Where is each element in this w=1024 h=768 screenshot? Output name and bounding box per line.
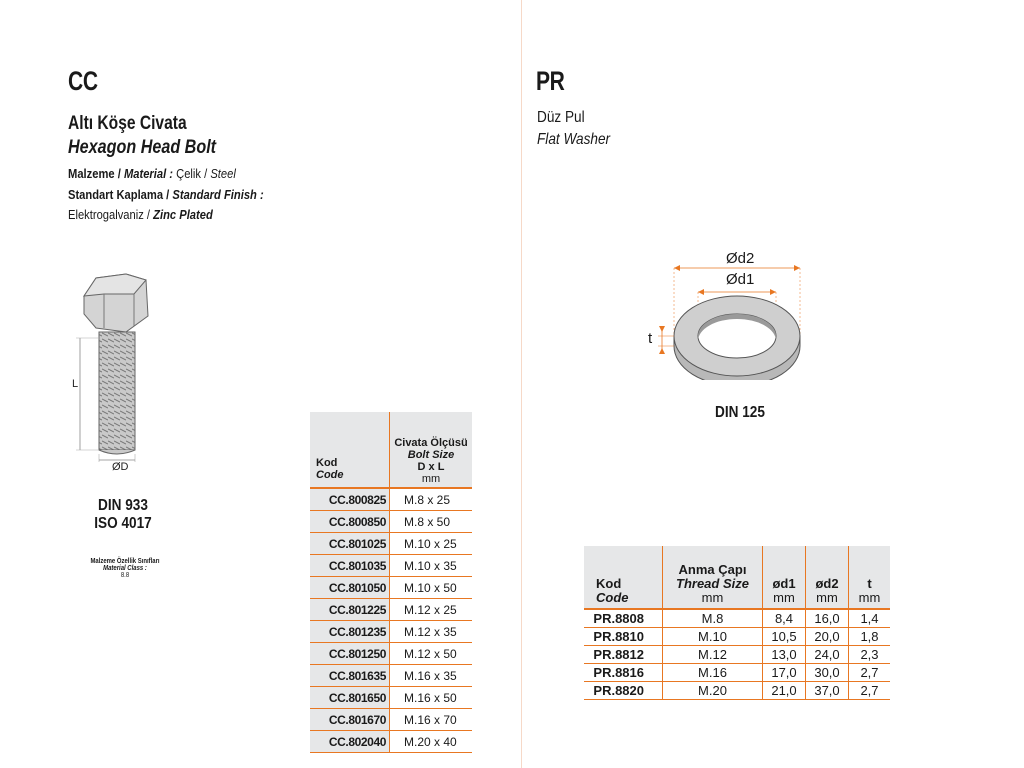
cc-size-cell: M.8 x 25 [390, 488, 473, 511]
cc-size-cell: M.10 x 25 [390, 533, 473, 555]
cc-finish-label-line [68, 187, 264, 202]
pr-title-tr: Düz Pul [537, 109, 585, 126]
pr-d2-cell: 37,0 [806, 682, 849, 700]
cc-code-cell: CC.801235 [310, 621, 390, 643]
table-row [584, 609, 890, 628]
pr-thread-cell: M.12 [663, 646, 763, 664]
table-row [310, 599, 472, 621]
pr-d2-cell: 30,0 [806, 664, 849, 682]
pr-d1-cell: 17,0 [763, 664, 806, 682]
cc-col-code: Kod Code [310, 412, 390, 488]
table-row [310, 511, 472, 533]
table-row [310, 687, 472, 709]
finish-label-en: Standard Finish : [172, 187, 264, 202]
pr-d2-cell: 20,0 [806, 628, 849, 646]
cc-size-cell: M.12 x 35 [390, 621, 473, 643]
din-125-label: DIN 125 [715, 404, 765, 421]
finish-label-tr: Standart Kaplama / [68, 187, 170, 202]
pr-d1-cell: 8,4 [763, 609, 806, 628]
cc-size-cell: M.10 x 50 [390, 577, 473, 599]
finish-value-en: Zinc Plated [153, 207, 213, 222]
cc-title-tr: Altı Köşe Civata [68, 113, 187, 134]
cc-size-cell: M.20 x 40 [390, 731, 473, 753]
cc-size-cell: M.12 x 25 [390, 599, 473, 621]
pr-code-cell: PR.8820 [584, 682, 663, 700]
pr-code-cell: PR.8810 [584, 628, 663, 646]
pr-col-d2: ød2 mm [806, 546, 849, 609]
cc-product-code: CC [68, 66, 98, 96]
pr-thread-cell: M.20 [663, 682, 763, 700]
din-933-label: DIN 933 [98, 497, 148, 514]
washer-d2-label: Ød2 [726, 250, 755, 267]
table-row [310, 621, 472, 643]
pr-thread-cell: M.10 [663, 628, 763, 646]
flat-washer-diagram [640, 250, 820, 380]
pr-size-table [584, 546, 890, 700]
pr-title-en: Flat Washer [537, 131, 611, 148]
class-label-en: Material Class : [103, 565, 147, 572]
pr-t-cell: 1,8 [849, 628, 891, 646]
cc-code-cell: CC.800850 [310, 511, 390, 533]
cc-table-header [310, 412, 472, 488]
material-value-tr: Çelik / [176, 166, 208, 181]
cc-title-en: Hexagon Head Bolt [68, 137, 217, 158]
iso-4017-label: ISO 4017 [94, 515, 152, 532]
cc-code-cell: CC.801670 [310, 709, 390, 731]
table-row [310, 488, 472, 511]
cc-code-cell: CC.801050 [310, 577, 390, 599]
cc-code-cell: CC.801635 [310, 665, 390, 687]
pr-d1-cell: 13,0 [763, 646, 806, 664]
cc-size-table [310, 412, 472, 753]
table-row [310, 555, 472, 577]
cc-code-cell: CC.801035 [310, 555, 390, 577]
class-label-tr: Malzeme Özellik Sınıfları [90, 558, 160, 565]
pr-d2-cell: 16,0 [806, 609, 849, 628]
hex-bolt-diagram [66, 266, 166, 476]
pr-col-code: Kod Code [584, 546, 663, 609]
pr-col-thread: Anma Çapı Thread Size mm [663, 546, 763, 609]
pr-product-code: PR [536, 66, 565, 96]
cc-size-cell: M.16 x 50 [390, 687, 473, 709]
table-row [310, 577, 472, 599]
table-row [310, 709, 472, 731]
cc-size-cell: M.10 x 35 [390, 555, 473, 577]
washer-t-label: t [648, 330, 653, 347]
pr-code-cell: PR.8808 [584, 609, 663, 628]
cc-size-cell: M.16 x 35 [390, 665, 473, 687]
cc-size-cell: M.12 x 50 [390, 643, 473, 665]
material-value-en: Steel [210, 166, 236, 181]
material-label-tr: Malzeme / [68, 166, 121, 181]
pr-thread-cell: M.16 [663, 664, 763, 682]
material-class [66, 558, 185, 579]
pr-code-cell: PR.8816 [584, 664, 663, 682]
pr-t-cell: 2,7 [849, 682, 891, 700]
table-row [310, 533, 472, 555]
cc-finish-value-line [68, 207, 213, 222]
table-row [310, 731, 472, 753]
cc-code-cell: CC.800825 [310, 488, 390, 511]
cc-size-cell: M.8 x 50 [390, 511, 473, 533]
cc-code-cell: CC.801250 [310, 643, 390, 665]
pr-thread-cell: M.8 [663, 609, 763, 628]
table-row [310, 665, 472, 687]
pr-d1-cell: 21,0 [763, 682, 806, 700]
bolt-diameter-label: ØD [112, 461, 129, 473]
cc-col-size: Civata Ölçüsü Bolt Size D x L mm [390, 412, 473, 488]
table-row [584, 664, 890, 682]
pr-d1-cell: 10,5 [763, 628, 806, 646]
pr-col-d1: ød1 mm [763, 546, 806, 609]
cc-code-cell: CC.801025 [310, 533, 390, 555]
pr-t-cell: 1,4 [849, 609, 891, 628]
pr-t-cell: 2,3 [849, 646, 891, 664]
table-row [584, 628, 890, 646]
pr-t-cell: 2,7 [849, 664, 891, 682]
cc-code-cell: CC.802040 [310, 731, 390, 753]
table-row [584, 646, 890, 664]
table-row [310, 643, 472, 665]
pr-col-t: t mm [849, 546, 891, 609]
washer-d1-label: Ød1 [726, 271, 755, 288]
cc-code-cell: CC.801650 [310, 687, 390, 709]
class-value: 8.8 [120, 572, 130, 579]
bolt-length-label: L [72, 378, 79, 390]
page-divider [521, 0, 522, 768]
material-label-en: Material : [123, 166, 174, 181]
table-row [584, 682, 890, 700]
pr-table-header [584, 546, 890, 609]
cc-code-cell: CC.801225 [310, 599, 390, 621]
cc-size-cell: M.16 x 70 [390, 709, 473, 731]
finish-value-tr: Elektrogalvaniz / [68, 207, 151, 222]
pr-d2-cell: 24,0 [806, 646, 849, 664]
cc-material-line [68, 166, 236, 181]
pr-code-cell: PR.8812 [584, 646, 663, 664]
